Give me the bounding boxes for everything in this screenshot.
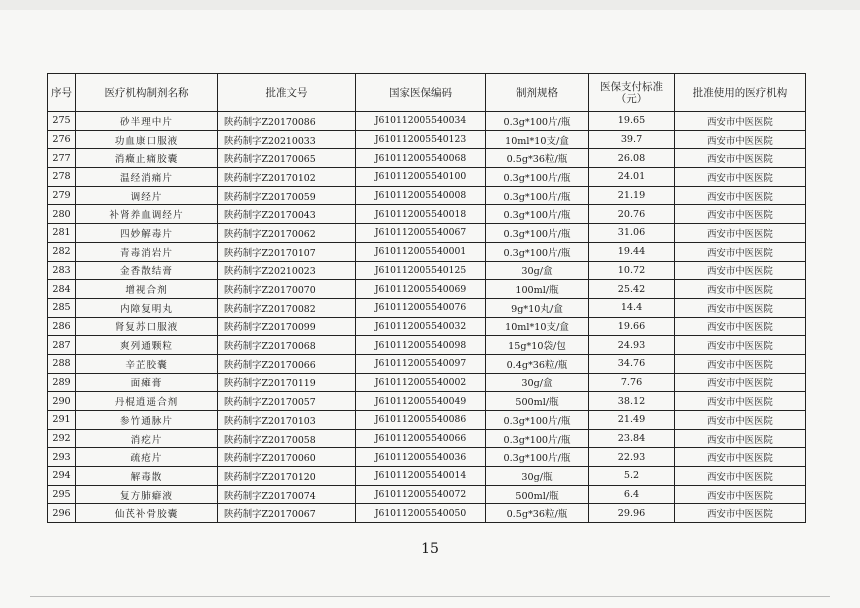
cell-seq: 286	[48, 317, 76, 336]
cell-code: J610112005540125	[356, 261, 486, 280]
cell-seq: 296	[48, 504, 76, 523]
header-approval: 批准文号	[218, 74, 356, 112]
cell-seq: 284	[48, 280, 76, 299]
table-row	[48, 504, 806, 523]
cell-institution: 西安市中医医院	[675, 448, 806, 467]
cell-code: J610112005540050	[356, 504, 486, 523]
cell-seq: 293	[48, 448, 76, 467]
cell-name: 调经片	[76, 186, 218, 205]
cell-seq: 283	[48, 261, 76, 280]
cell-spec: 30g/盒	[486, 261, 589, 280]
cell-price: 24.01	[589, 168, 675, 187]
cell-institution: 西安市中医医院	[675, 467, 806, 486]
cell-approval: 陕药制字Z20170062	[218, 224, 356, 243]
cell-approval: 陕药制字Z20170086	[218, 112, 356, 131]
cell-price: 31.06	[589, 224, 675, 243]
cell-spec: 30g/瓶	[486, 467, 589, 486]
cell-seq: 287	[48, 336, 76, 355]
table-row	[48, 317, 806, 336]
cell-institution: 西安市中医医院	[675, 280, 806, 299]
formulary-table	[47, 73, 806, 523]
cell-institution: 西安市中医医院	[675, 429, 806, 448]
cell-institution: 西安市中医医院	[675, 149, 806, 168]
cell-spec: 500ml/瓶	[486, 485, 589, 504]
cell-institution: 西安市中医医院	[675, 336, 806, 355]
cell-name: 解毒散	[76, 467, 218, 486]
cell-institution: 西安市中医医院	[675, 392, 806, 411]
cell-approval: 陕药制字Z20170043	[218, 205, 356, 224]
cell-code: J610112005540098	[356, 336, 486, 355]
cell-spec: 0.3g*100片/瓶	[486, 186, 589, 205]
cell-institution: 西安市中医医院	[675, 485, 806, 504]
cell-price: 21.19	[589, 186, 675, 205]
cell-price: 7.76	[589, 373, 675, 392]
cell-institution: 西安市中医医院	[675, 205, 806, 224]
cell-seq: 290	[48, 392, 76, 411]
cell-price: 38.12	[589, 392, 675, 411]
cell-institution: 西安市中医医院	[675, 112, 806, 131]
table-row	[48, 261, 806, 280]
cell-price: 23.84	[589, 429, 675, 448]
cell-spec: 0.3g*100片/瓶	[486, 205, 589, 224]
cell-spec: 0.3g*100片/瓶	[486, 242, 589, 261]
cell-seq: 281	[48, 224, 76, 243]
table-row	[48, 485, 806, 504]
cell-code: J610112005540072	[356, 485, 486, 504]
table-row	[48, 411, 806, 430]
cell-code: J610112005540068	[356, 149, 486, 168]
cell-name: 疏疮片	[76, 448, 218, 467]
cell-code: J610112005540049	[356, 392, 486, 411]
table-row	[48, 224, 806, 243]
cell-price: 21.49	[589, 411, 675, 430]
header-code: 国家医保编码	[356, 74, 486, 112]
cell-seq: 275	[48, 112, 76, 131]
cell-name: 内障复明丸	[76, 298, 218, 317]
cell-seq: 289	[48, 373, 76, 392]
cell-seq: 279	[48, 186, 76, 205]
cell-price: 22.93	[589, 448, 675, 467]
cell-name: 四妙解毒片	[76, 224, 218, 243]
page-number: 15	[421, 541, 439, 557]
cell-seq: 292	[48, 429, 76, 448]
cell-seq: 280	[48, 205, 76, 224]
cell-spec: 10ml*10支/盒	[486, 130, 589, 149]
cell-name: 补肾养血调经片	[76, 205, 218, 224]
cell-approval: 陕药制字Z20170066	[218, 354, 356, 373]
table-row	[48, 467, 806, 486]
cell-institution: 西安市中医医院	[675, 168, 806, 187]
header-name: 医疗机构制剂名称	[76, 74, 218, 112]
cell-seq: 295	[48, 485, 76, 504]
cell-code: J610112005540018	[356, 205, 486, 224]
cell-approval: 陕药制字Z20170074	[218, 485, 356, 504]
cell-code: J610112005540067	[356, 224, 486, 243]
cell-name: 消癥止痛胶囊	[76, 149, 218, 168]
cell-approval: 陕药制字Z20170120	[218, 467, 356, 486]
cell-name: 砂半理中片	[76, 112, 218, 131]
cell-spec: 30g/盒	[486, 373, 589, 392]
cell-price: 29.96	[589, 504, 675, 523]
cell-name: 爽列通颗粒	[76, 336, 218, 355]
cell-code: J610112005540001	[356, 242, 486, 261]
cell-price: 19.44	[589, 242, 675, 261]
cell-institution: 西安市中医医院	[675, 373, 806, 392]
cell-code: J610112005540076	[356, 298, 486, 317]
cell-seq: 288	[48, 354, 76, 373]
table-row	[48, 392, 806, 411]
cell-code: J610112005540034	[356, 112, 486, 131]
cell-seq: 282	[48, 242, 76, 261]
scan-top-edge	[0, 0, 860, 10]
cell-institution: 西安市中医医院	[675, 411, 806, 430]
table-row	[48, 186, 806, 205]
cell-spec: 9g*10丸/盒	[486, 298, 589, 317]
cell-price: 20.76	[589, 205, 675, 224]
cell-name: 参竹通脉片	[76, 411, 218, 430]
cell-code: J610112005540097	[356, 354, 486, 373]
table-row	[48, 149, 806, 168]
cell-name: 丹棍逍遥合剂	[76, 392, 218, 411]
cell-price: 34.76	[589, 354, 675, 373]
cell-institution: 西安市中医医院	[675, 298, 806, 317]
cell-price: 19.66	[589, 317, 675, 336]
table-row	[48, 429, 806, 448]
cell-code: J610112005540014	[356, 467, 486, 486]
cell-name: 肾复苏口服液	[76, 317, 218, 336]
cell-name: 面瘫膏	[76, 373, 218, 392]
cell-code: J610112005540069	[356, 280, 486, 299]
cell-spec: 500ml/瓶	[486, 392, 589, 411]
cell-price: 19.65	[589, 112, 675, 131]
header-institution: 批准使用的医疗机构	[675, 74, 806, 112]
cell-name: 辛芷胶囊	[76, 354, 218, 373]
cell-approval: 陕药制字Z20170067	[218, 504, 356, 523]
cell-spec: 0.3g*100片/瓶	[486, 411, 589, 430]
table-row	[48, 298, 806, 317]
cell-approval: 陕药制字Z20170058	[218, 429, 356, 448]
cell-institution: 西安市中医医院	[675, 224, 806, 243]
cell-price: 25.42	[589, 280, 675, 299]
cell-price: 5.2	[589, 467, 675, 486]
cell-institution: 西安市中医医院	[675, 354, 806, 373]
table-row	[48, 130, 806, 149]
formulary-table-container	[47, 73, 805, 523]
table-row	[48, 336, 806, 355]
cell-approval: 陕药制字Z20170060	[218, 448, 356, 467]
cell-approval: 陕药制字Z20170065	[218, 149, 356, 168]
cell-code: J610112005540032	[356, 317, 486, 336]
cell-code: J610112005540036	[356, 448, 486, 467]
cell-name: 温经消痛片	[76, 168, 218, 187]
cell-spec: 0.3g*100片/瓶	[486, 448, 589, 467]
cell-code: J610112005540008	[356, 186, 486, 205]
cell-institution: 西安市中医医院	[675, 317, 806, 336]
cell-name: 增视合剂	[76, 280, 218, 299]
cell-name: 青毒消岩片	[76, 242, 218, 261]
cell-code: J610112005540086	[356, 411, 486, 430]
cell-code: J610112005540002	[356, 373, 486, 392]
cell-approval: 陕药制字Z20170070	[218, 280, 356, 299]
cell-price: 6.4	[589, 485, 675, 504]
table-row	[48, 242, 806, 261]
cell-approval: 陕药制字Z20170059	[218, 186, 356, 205]
table-row	[48, 168, 806, 187]
cell-spec: 0.3g*100片/瓶	[486, 112, 589, 131]
cell-approval: 陕药制字Z20170068	[218, 336, 356, 355]
cell-spec: 0.3g*100片/瓶	[486, 224, 589, 243]
cell-name: 复方肺癖液	[76, 485, 218, 504]
cell-spec: 0.5g*36粒/瓶	[486, 149, 589, 168]
table-row	[48, 112, 806, 131]
cell-approval: 陕药制字Z20210033	[218, 130, 356, 149]
cell-seq: 277	[48, 149, 76, 168]
table-row	[48, 354, 806, 373]
header-price: 医保支付标准 （元）	[589, 74, 675, 112]
header-spec: 制剂规格	[486, 74, 589, 112]
cell-seq: 294	[48, 467, 76, 486]
cell-seq: 291	[48, 411, 76, 430]
cell-approval: 陕药制字Z20170057	[218, 392, 356, 411]
cell-approval: 陕药制字Z20170082	[218, 298, 356, 317]
scan-bottom-line	[30, 596, 830, 597]
cell-price: 24.93	[589, 336, 675, 355]
cell-seq: 278	[48, 168, 76, 187]
cell-spec: 0.5g*36粒/瓶	[486, 504, 589, 523]
cell-approval: 陕药制字Z20170102	[218, 168, 356, 187]
table-row	[48, 448, 806, 467]
cell-spec: 0.3g*100片/瓶	[486, 429, 589, 448]
cell-institution: 西安市中医医院	[675, 504, 806, 523]
cell-spec: 100ml/瓶	[486, 280, 589, 299]
table-header-row	[48, 74, 806, 112]
cell-approval: 陕药制字Z20170099	[218, 317, 356, 336]
cell-approval: 陕药制字Z20170107	[218, 242, 356, 261]
table-row	[48, 280, 806, 299]
cell-spec: 0.3g*100片/瓶	[486, 168, 589, 187]
cell-institution: 西安市中医医院	[675, 242, 806, 261]
table-row	[48, 205, 806, 224]
table-row	[48, 373, 806, 392]
cell-price: 26.08	[589, 149, 675, 168]
cell-approval: 陕药制字Z20170103	[218, 411, 356, 430]
cell-spec: 10ml*10支/盒	[486, 317, 589, 336]
cell-code: J610112005540123	[356, 130, 486, 149]
cell-price: 39.7	[589, 130, 675, 149]
cell-approval: 陕药制字Z20210023	[218, 261, 356, 280]
cell-code: J610112005540066	[356, 429, 486, 448]
cell-institution: 西安市中医医院	[675, 261, 806, 280]
cell-spec: 0.4g*36粒/瓶	[486, 354, 589, 373]
cell-approval: 陕药制字Z20170119	[218, 373, 356, 392]
cell-institution: 西安市中医医院	[675, 186, 806, 205]
cell-institution: 西安市中医医院	[675, 130, 806, 149]
cell-price: 14.4	[589, 298, 675, 317]
cell-seq: 285	[48, 298, 76, 317]
cell-name: 功血康口服液	[76, 130, 218, 149]
cell-name: 消疙片	[76, 429, 218, 448]
cell-seq: 276	[48, 130, 76, 149]
cell-spec: 15g*10袋/包	[486, 336, 589, 355]
header-seq: 序号	[48, 74, 76, 112]
cell-name: 仙芪补骨胶囊	[76, 504, 218, 523]
cell-price: 10.72	[589, 261, 675, 280]
cell-name: 金香散结膏	[76, 261, 218, 280]
cell-code: J610112005540100	[356, 168, 486, 187]
